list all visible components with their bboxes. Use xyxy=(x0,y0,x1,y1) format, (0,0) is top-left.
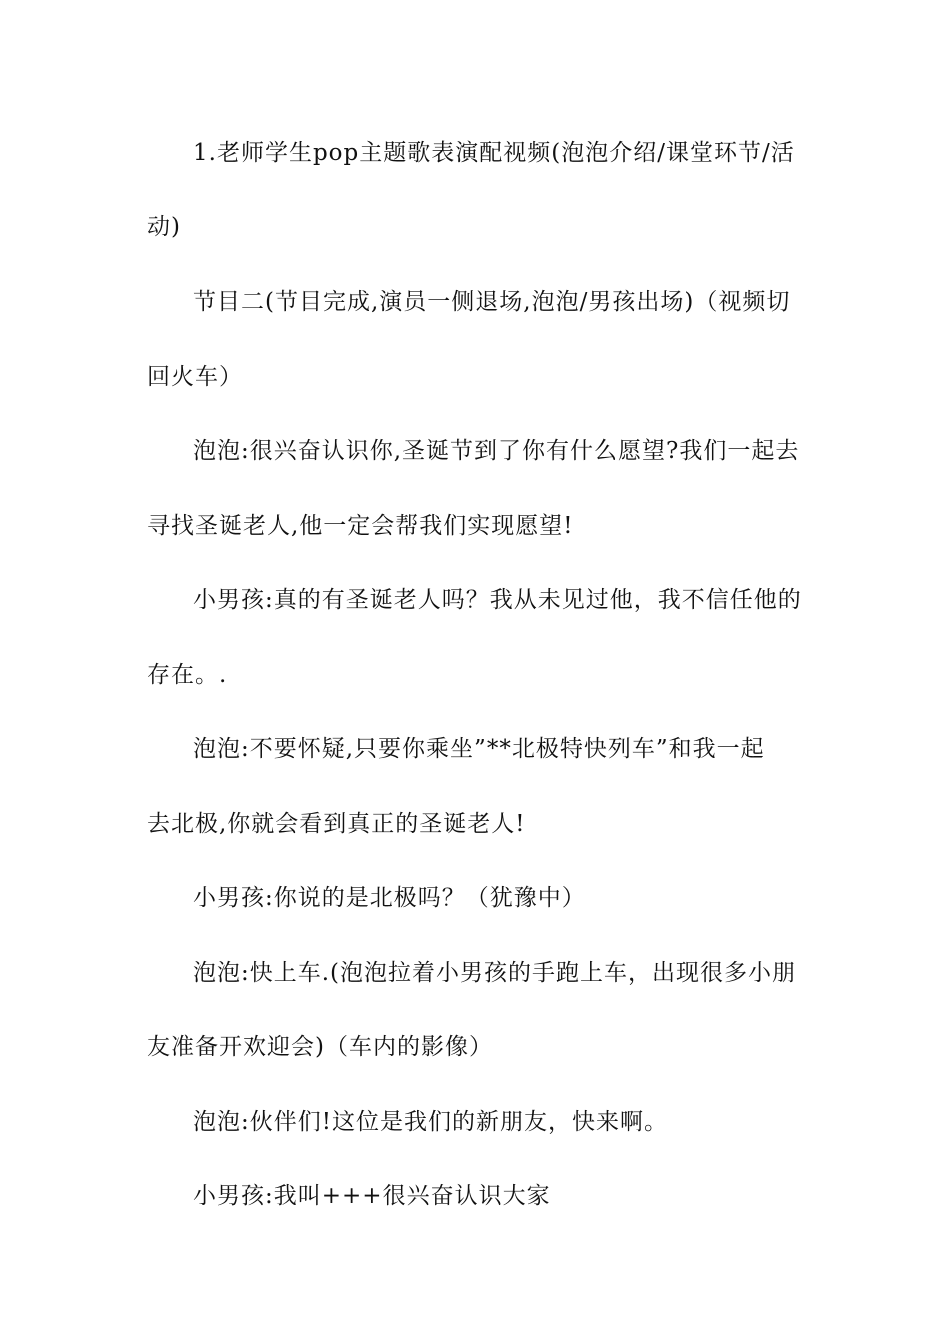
paragraph-3-line-1: 泡泡:很兴奋认识你,圣诞节到了你有什么愿望?我们一起去 xyxy=(193,438,800,464)
paragraph-2-line-1: 节目二(节目完成,演员一侧退场,泡泡/男孩出场)（视频切 xyxy=(193,289,791,315)
paragraph-5-line-1: 泡泡:不要怀疑,只要你乘坐”**北极特快列车”和我一起 xyxy=(193,736,765,762)
paragraph-2-line-2: 回火车） xyxy=(147,364,243,390)
paragraph-6-line-1: 小男孩:你说的是北极吗？（犹豫中） xyxy=(193,885,586,911)
paragraph-1-line-1: 1.老师学生pop主题歌表演配视频(泡泡介绍/课堂环节/活 xyxy=(193,140,795,166)
paragraph-8-line-1: 泡泡:伙伴们!这位是我们的新朋友，快来啊。 xyxy=(193,1109,668,1135)
paragraph-5-line-2: 去北极,你就会看到真正的圣诞老人! xyxy=(147,811,526,837)
paragraph-7-line-2: 友准备开欢迎会)（车内的影像） xyxy=(147,1034,493,1060)
paragraph-7-line-1: 泡泡:快上车.(泡泡拉着小男孩的手跑上车，出现很多小朋 xyxy=(193,960,797,986)
paragraph-4-line-2: 存在。. xyxy=(147,662,228,688)
paragraph-9-line-1: 小男孩:我叫+++很兴奋认识大家 xyxy=(193,1183,551,1209)
paragraph-1-line-2: 动) xyxy=(147,214,181,240)
paragraph-3-line-2: 寻找圣诞老人,他一定会帮我们实现愿望! xyxy=(147,513,574,539)
paragraph-4-line-1: 小男孩:真的有圣诞老人吗？我从未见过他，我不信任他的 xyxy=(193,587,802,613)
